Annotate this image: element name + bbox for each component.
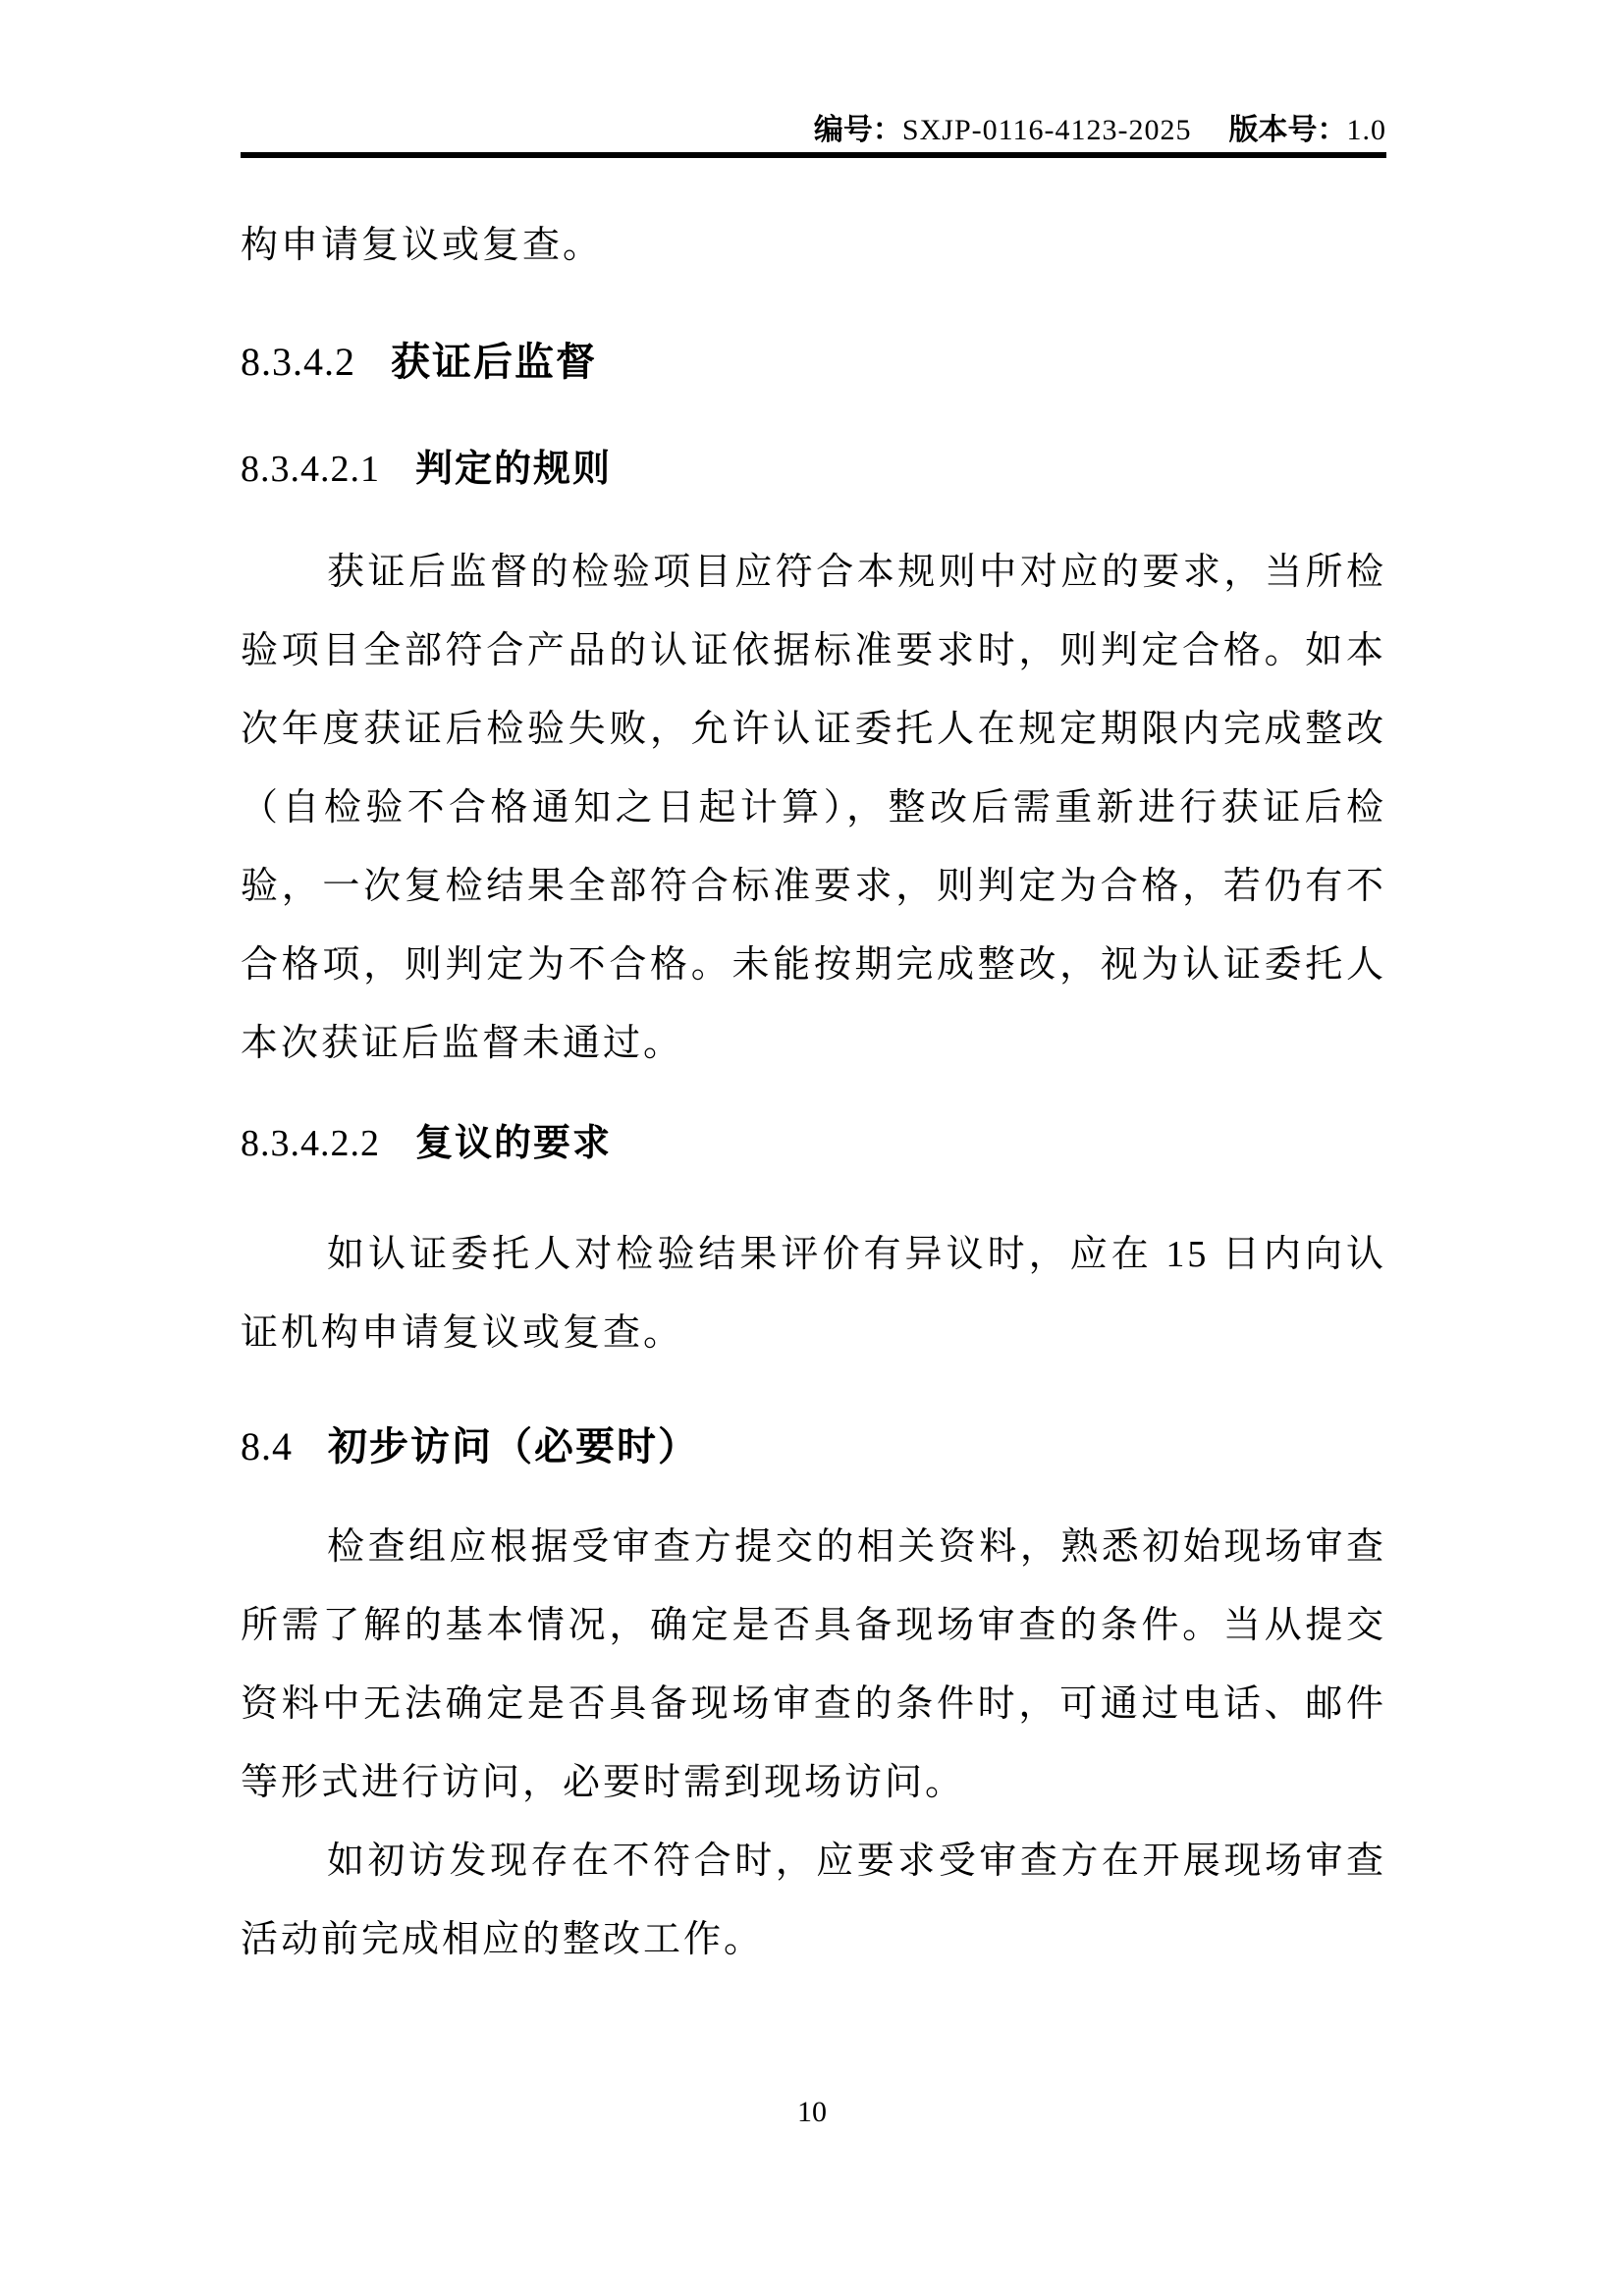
paragraph: 检查组应根据受审查方提交的相关资料，熟悉初始现场审查所需了解的基本情况，确定是否具备现场审查的条件。当从提交资料中无法确定是否具备现场审查的条件时，可通过电话、邮件等形式进行访问，必要时需到现场访问。 [241, 1526, 1386, 1803]
doc-number-value: SXJP-0116-4123-2025 [901, 114, 1192, 146]
heading-title: 复议的要求 [415, 1123, 613, 1164]
paragraph: 获证后监督的检验项目应符合本规则中对应的要求，当所检验项目全部符合产品的认证依据标准要求时，则判定合格。如本次年度获证后检验失败，允许认证委托人在规定期限内完成整改（自检验不合格通知之日起计算），整改后需重新进行获证后检验，一次复检结果全部符合标准要求，则判定为合格，若仍有不合格项，则判定为不合格。未能按期完成整改，视为认证委托人本次获证后监督未通过。 [241, 552, 1386, 1064]
paragraph-continuation: 构申请复议或复查。 [241, 225, 604, 266]
page-number: 10 [797, 2096, 827, 2128]
heading-number: 8.4 [241, 1424, 293, 1468]
document-body [241, 206, 1386, 1979]
header-divider-rule [241, 152, 1386, 158]
section-heading-83422 [241, 1121, 1386, 1166]
heading-number: 8.3.4.2.1 [241, 449, 380, 490]
paragraph: 如初访发现存在不符合时，应要求受审查方在开展现场审查活动前完成相应的整改工作。 [241, 1841, 1386, 1960]
section-heading-8342 [241, 339, 1386, 386]
section-heading-83421 [241, 447, 1386, 492]
heading-title: 获证后监督 [391, 341, 597, 384]
section-heading-84 [241, 1423, 1386, 1470]
page-header [814, 114, 1386, 147]
paragraph: 如认证委托人对检验结果评价有异议时，应在 15 日内向认证机构申请复议或复查。 [241, 1234, 1386, 1354]
heading-number: 8.3.4.2.2 [241, 1123, 380, 1164]
version-value: 1.0 [1346, 114, 1386, 146]
version-label: 版本号： [1228, 114, 1347, 146]
doc-number-label: 编号： [813, 114, 902, 146]
heading-number: 8.3.4.2 [241, 340, 355, 384]
heading-title: 初步访问（必要时） [328, 1425, 699, 1468]
heading-title: 判定的规则 [415, 449, 613, 490]
